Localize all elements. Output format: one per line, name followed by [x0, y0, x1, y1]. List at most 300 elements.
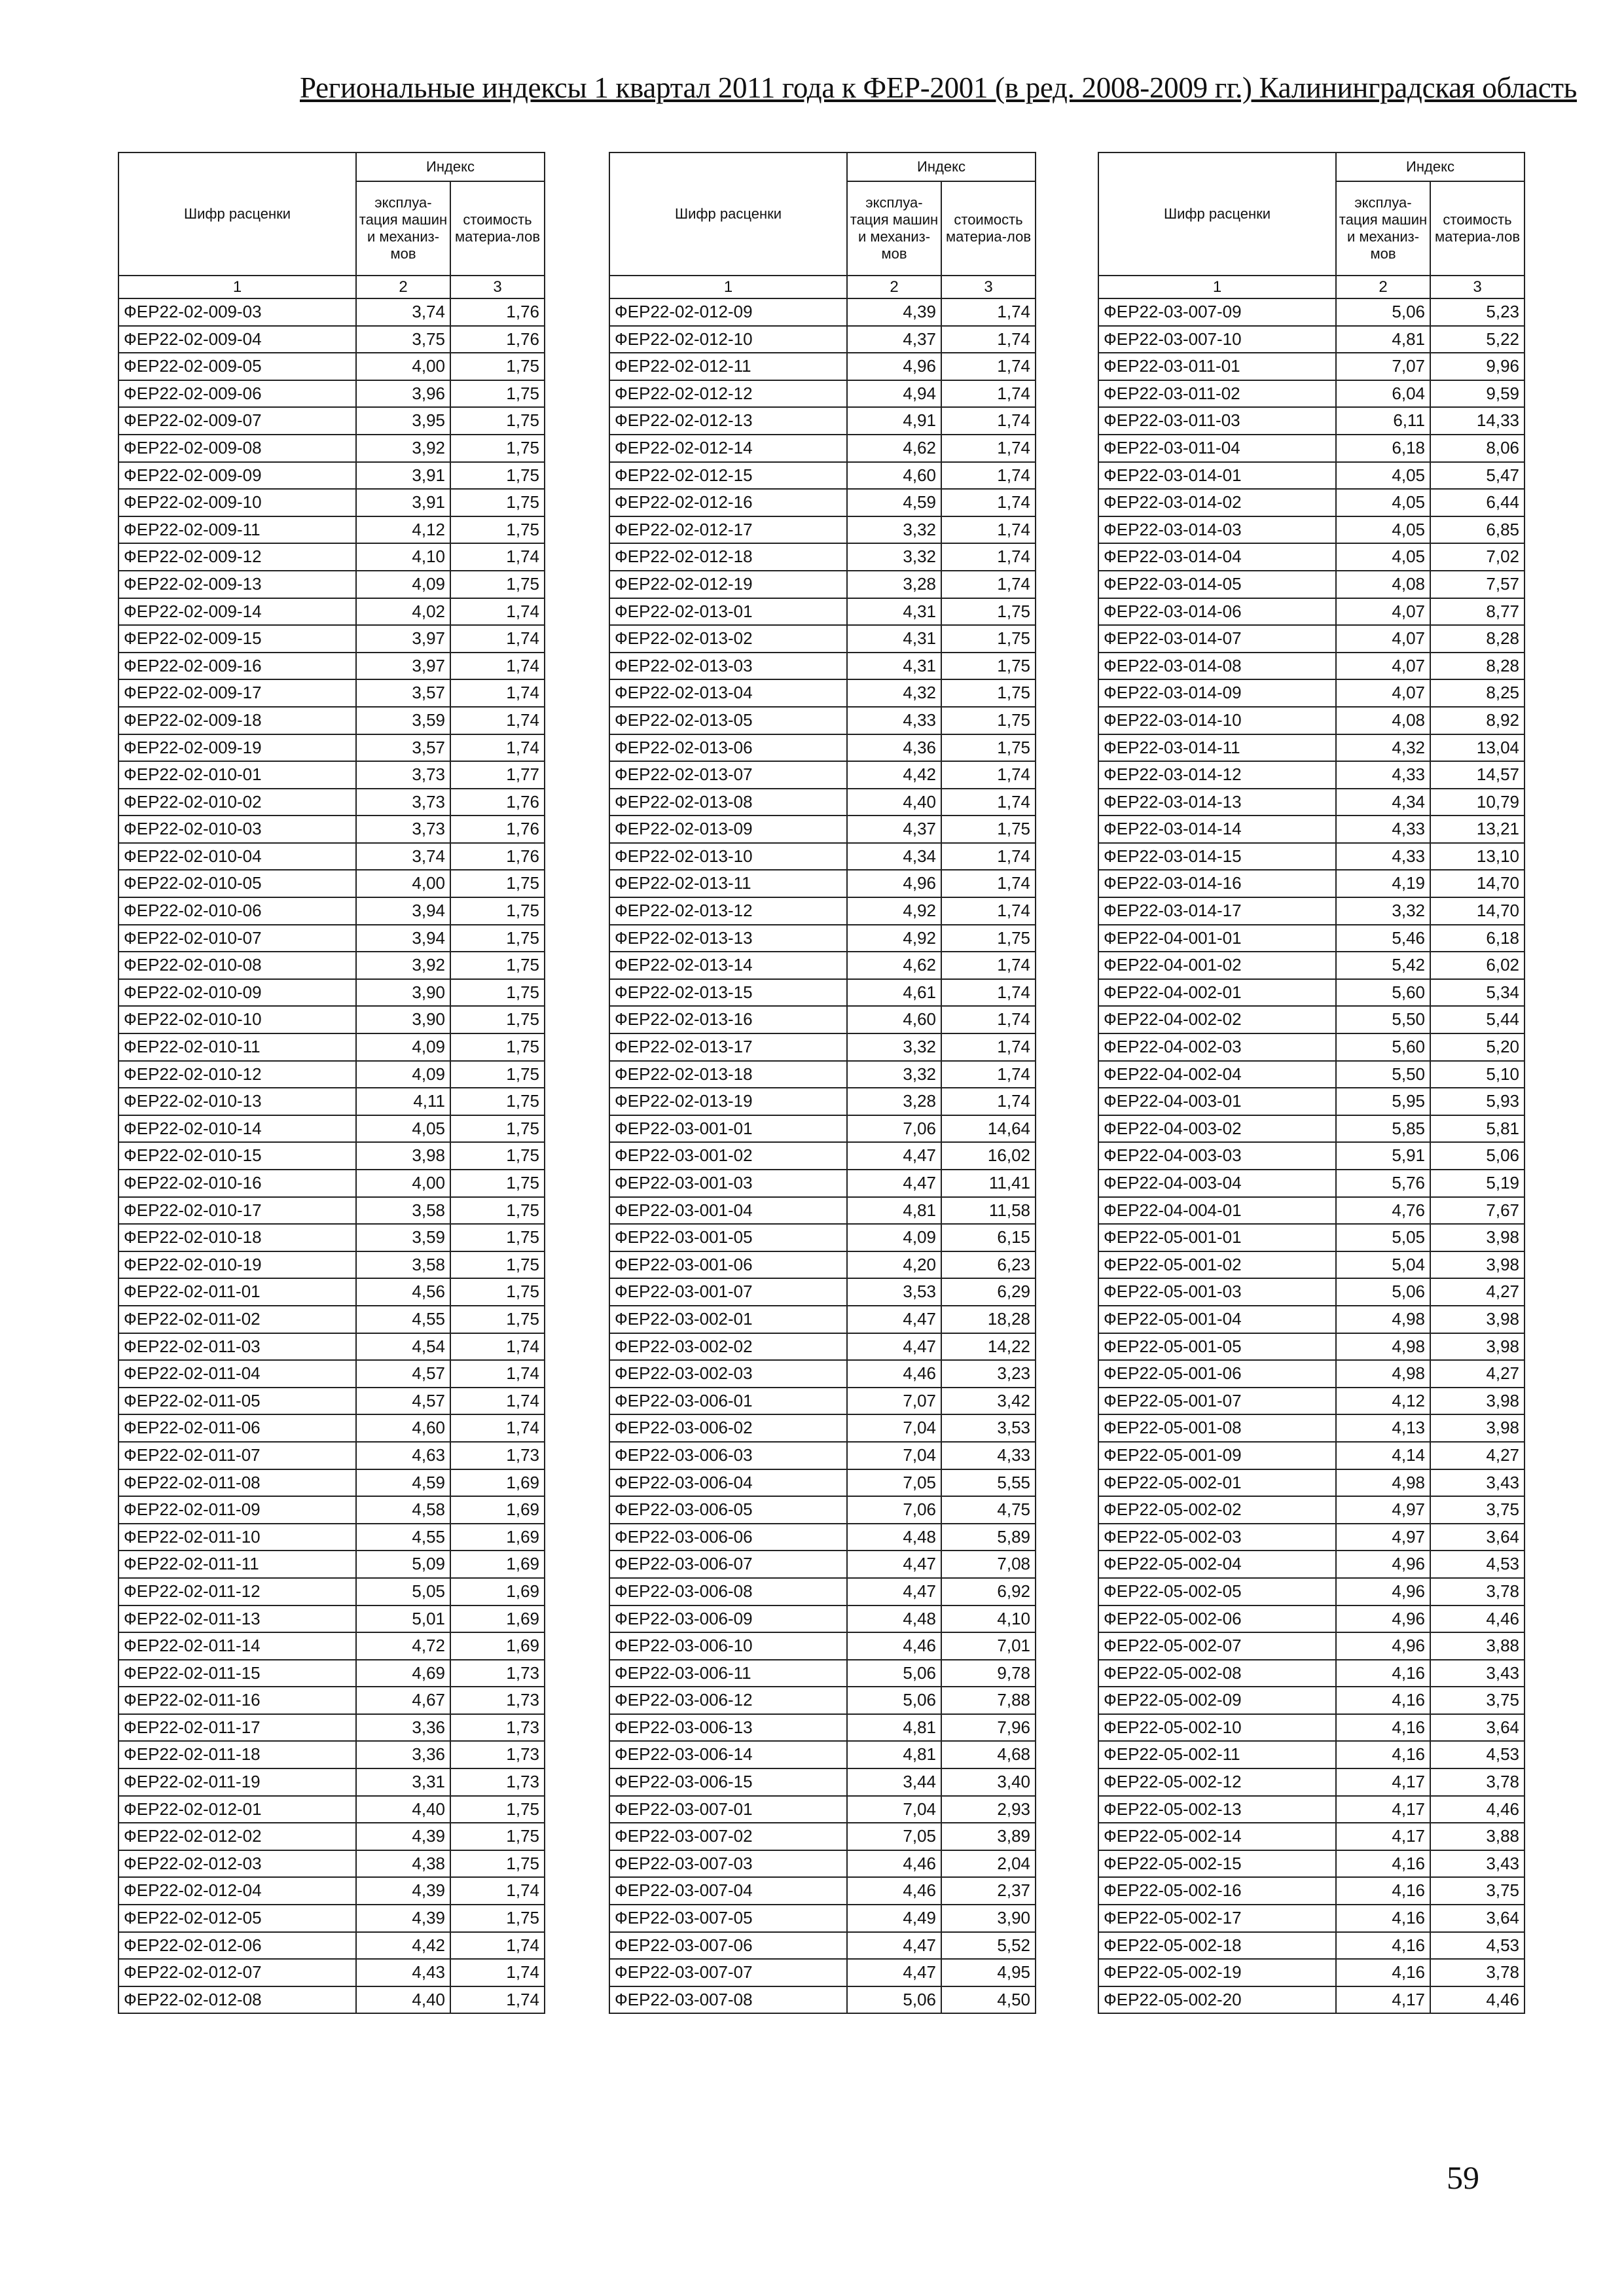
rate-code-cell: ФЕР22-05-002-11 — [1098, 1741, 1336, 1768]
machine-index-cell: 4,40 — [847, 789, 941, 816]
table-row — [609, 1442, 1036, 1469]
table-row — [1098, 326, 1525, 353]
table-row — [118, 353, 545, 380]
materials-index-cell: 1,74 — [450, 598, 545, 626]
rate-code-cell: ФЕР22-02-013-07 — [609, 761, 847, 789]
materials-index-cell: 1,74 — [450, 707, 545, 734]
rate-code-cell: ФЕР22-02-012-02 — [118, 1823, 356, 1850]
table-row — [609, 435, 1036, 462]
materials-index-cell: 4,27 — [1430, 1360, 1525, 1388]
machine-index-cell: 5,76 — [1336, 1170, 1430, 1197]
machine-index-cell: 5,05 — [1336, 1224, 1430, 1251]
rate-code-cell: ФЕР22-04-001-01 — [1098, 925, 1336, 952]
materials-index-cell: 6,92 — [941, 1578, 1036, 1605]
table-row — [609, 1959, 1036, 1986]
rate-code-cell: ФЕР22-02-012-01 — [118, 1796, 356, 1823]
materials-index-cell: 9,78 — [941, 1660, 1036, 1687]
table-row — [1098, 1768, 1525, 1796]
materials-index-cell: 4,53 — [1430, 1932, 1525, 1960]
table-row — [118, 1877, 545, 1905]
materials-index-cell: 3,78 — [1430, 1578, 1525, 1605]
machine-index-cell: 3,58 — [356, 1197, 450, 1225]
machine-index-cell: 3,53 — [847, 1278, 941, 1306]
rate-code-cell: ФЕР22-02-012-19 — [609, 571, 847, 598]
rate-code-cell: ФЕР22-02-012-08 — [118, 1986, 356, 2014]
rate-code-cell: ФЕР22-02-012-07 — [118, 1959, 356, 1986]
machine-index-cell: 4,05 — [1336, 516, 1430, 544]
machine-index-cell: 4,72 — [356, 1632, 450, 1660]
table-row — [118, 679, 545, 707]
index-table-2 — [609, 152, 1036, 2014]
rate-code-cell: ФЕР22-03-007-07 — [609, 1959, 847, 1986]
rate-code-cell: ФЕР22-03-006-02 — [609, 1414, 847, 1442]
materials-index-cell: 4,53 — [1430, 1741, 1525, 1768]
machine-index-cell: 3,32 — [1336, 897, 1430, 925]
machine-index-cell: 3,73 — [356, 789, 450, 816]
machine-index-cell: 3,95 — [356, 407, 450, 435]
materials-index-cell: 3,98 — [1430, 1388, 1525, 1415]
machine-index-cell: 4,07 — [1336, 598, 1430, 626]
machine-index-cell: 4,37 — [847, 326, 941, 353]
table-row — [1098, 571, 1525, 598]
machine-index-cell: 3,97 — [356, 653, 450, 680]
machine-index-cell: 3,28 — [847, 1088, 941, 1115]
materials-index-cell: 8,06 — [1430, 435, 1525, 462]
materials-index-cell: 5,81 — [1430, 1115, 1525, 1143]
table-row — [609, 598, 1036, 626]
table-row — [118, 1360, 545, 1388]
materials-index-cell: 1,75 — [450, 1306, 545, 1333]
rate-code-cell: ФЕР22-02-011-13 — [118, 1605, 356, 1633]
table-row — [118, 1496, 545, 1524]
materials-index-cell: 1,74 — [941, 789, 1036, 816]
materials-index-cell: 1,74 — [941, 326, 1036, 353]
table-row — [609, 1306, 1036, 1333]
rate-code-cell: ФЕР22-04-003-04 — [1098, 1170, 1336, 1197]
machine-index-cell: 5,06 — [1336, 298, 1430, 326]
machine-index-cell: 5,91 — [1336, 1142, 1430, 1170]
rate-code-cell: ФЕР22-02-009-09 — [118, 462, 356, 490]
machine-index-cell: 4,48 — [847, 1524, 941, 1551]
materials-index-cell: 7,88 — [941, 1687, 1036, 1714]
table-row — [1098, 353, 1525, 380]
machine-index-cell: 4,00 — [356, 1170, 450, 1197]
machine-index-cell: 4,61 — [847, 979, 941, 1007]
table-row — [609, 1524, 1036, 1551]
materials-index-cell: 14,70 — [1430, 897, 1525, 925]
rate-code-cell: ФЕР22-05-001-07 — [1098, 1388, 1336, 1415]
index-table-1 — [118, 152, 545, 2014]
rate-code-cell: ФЕР22-02-013-03 — [609, 653, 847, 680]
materials-index-cell: 3,98 — [1430, 1333, 1525, 1361]
machine-index-cell: 4,09 — [356, 1033, 450, 1061]
materials-index-cell: 5,52 — [941, 1932, 1036, 1960]
rate-code-cell: ФЕР22-02-013-18 — [609, 1061, 847, 1088]
rate-code-cell: ФЕР22-03-014-12 — [1098, 761, 1336, 789]
rate-code-cell: ФЕР22-02-011-19 — [118, 1768, 356, 1796]
page-title: Региональные индексы 1 квартал 2011 года к ФЕР-2001 (в ред. 2008-2009 гг.) Калининградская область — [300, 71, 1577, 104]
materials-index-cell: 5,47 — [1430, 462, 1525, 490]
materials-index-cell: 13,21 — [1430, 816, 1525, 843]
table-row — [1098, 1578, 1525, 1605]
materials-index-cell: 1,73 — [450, 1714, 545, 1742]
rate-code-cell: ФЕР22-02-011-04 — [118, 1360, 356, 1388]
machine-index-cell: 4,40 — [356, 1986, 450, 2014]
machine-index-cell: 4,10 — [356, 543, 450, 571]
header-materials-cost: стоимость материа-лов — [450, 181, 545, 276]
table-row — [118, 1006, 545, 1033]
machine-index-cell: 4,57 — [356, 1388, 450, 1415]
table-row — [1098, 625, 1525, 653]
machine-index-cell: 4,81 — [847, 1714, 941, 1742]
machine-index-cell: 4,00 — [356, 353, 450, 380]
header-machine-operation: эксплуа-тация машин и механиз-мов — [847, 181, 941, 276]
machine-index-cell: 4,05 — [356, 1115, 450, 1143]
machine-index-cell: 3,58 — [356, 1251, 450, 1279]
rate-code-cell: ФЕР22-02-010-16 — [118, 1170, 356, 1197]
machine-index-cell: 4,46 — [847, 1632, 941, 1660]
table-row — [1098, 1496, 1525, 1524]
rate-code-cell: ФЕР22-02-012-03 — [118, 1850, 356, 1878]
rate-code-cell: ФЕР22-05-002-17 — [1098, 1905, 1336, 1932]
materials-index-cell: 7,01 — [941, 1632, 1036, 1660]
machine-index-cell: 3,59 — [356, 1224, 450, 1251]
table-row — [1098, 897, 1525, 925]
rate-code-cell: ФЕР22-02-012-16 — [609, 489, 847, 516]
table-row — [609, 1714, 1036, 1742]
rate-code-cell: ФЕР22-02-013-13 — [609, 925, 847, 952]
materials-index-cell: 1,75 — [450, 1278, 545, 1306]
rate-code-cell: ФЕР22-02-009-18 — [118, 707, 356, 734]
materials-index-cell: 3,88 — [1430, 1632, 1525, 1660]
materials-index-cell: 3,98 — [1430, 1224, 1525, 1251]
table-row — [1098, 1006, 1525, 1033]
machine-index-cell: 5,01 — [356, 1605, 450, 1633]
materials-index-cell: 3,75 — [1430, 1877, 1525, 1905]
table-row — [118, 1414, 545, 1442]
machine-index-cell: 4,07 — [1336, 679, 1430, 707]
machine-index-cell: 4,47 — [847, 1932, 941, 1960]
rate-code-cell: ФЕР22-05-002-01 — [1098, 1469, 1336, 1497]
materials-index-cell: 1,74 — [450, 653, 545, 680]
materials-index-cell: 1,76 — [450, 789, 545, 816]
materials-index-cell: 4,46 — [1430, 1605, 1525, 1633]
machine-index-cell: 7,07 — [1336, 353, 1430, 380]
table-row — [609, 1605, 1036, 1633]
machine-index-cell: 4,33 — [1336, 816, 1430, 843]
rate-code-cell: ФЕР22-02-013-12 — [609, 897, 847, 925]
materials-index-cell: 1,75 — [941, 734, 1036, 762]
rate-code-cell: ФЕР22-05-002-15 — [1098, 1850, 1336, 1878]
materials-index-cell: 1,75 — [450, 1850, 545, 1878]
machine-index-cell: 5,50 — [1336, 1061, 1430, 1088]
machine-index-cell: 4,98 — [1336, 1469, 1430, 1497]
rate-code-cell: ФЕР22-02-010-11 — [118, 1033, 356, 1061]
machine-index-cell: 4,14 — [1336, 1442, 1430, 1469]
materials-index-cell: 1,74 — [450, 543, 545, 571]
machine-index-cell: 4,63 — [356, 1442, 450, 1469]
table-row — [118, 1197, 545, 1225]
table-row — [609, 1551, 1036, 1578]
materials-index-cell: 1,75 — [450, 1905, 545, 1932]
materials-index-cell: 7,57 — [1430, 571, 1525, 598]
rate-code-cell: ФЕР22-02-010-02 — [118, 789, 356, 816]
machine-index-cell: 4,08 — [1336, 571, 1430, 598]
rate-code-cell: ФЕР22-02-013-19 — [609, 1088, 847, 1115]
rate-code-cell: ФЕР22-02-009-14 — [118, 598, 356, 626]
rate-code-cell: ФЕР22-02-010-08 — [118, 952, 356, 979]
table-row — [118, 1986, 545, 2014]
table-row — [118, 761, 545, 789]
table-row — [118, 435, 545, 462]
rate-code-cell: ФЕР22-02-009-12 — [118, 543, 356, 571]
machine-index-cell: 4,07 — [1336, 653, 1430, 680]
header-machine-operation: эксплуа-тация машин и механиз-мов — [1336, 181, 1430, 276]
rate-code-cell: ФЕР22-02-011-12 — [118, 1578, 356, 1605]
rate-code-cell: ФЕР22-03-014-09 — [1098, 679, 1336, 707]
materials-index-cell: 1,73 — [450, 1768, 545, 1796]
machine-index-cell: 4,37 — [847, 816, 941, 843]
materials-index-cell: 1,74 — [941, 407, 1036, 435]
materials-index-cell: 2,93 — [941, 1796, 1036, 1823]
table-row — [1098, 380, 1525, 408]
rate-code-cell: ФЕР22-03-001-01 — [609, 1115, 847, 1143]
materials-index-cell: 5,22 — [1430, 326, 1525, 353]
table-row — [1098, 1414, 1525, 1442]
table-row — [118, 1469, 545, 1497]
rate-code-cell: ФЕР22-03-006-01 — [609, 1388, 847, 1415]
table-row — [118, 870, 545, 897]
materials-index-cell: 1,74 — [941, 435, 1036, 462]
machine-index-cell: 3,57 — [356, 679, 450, 707]
table-row — [118, 1932, 545, 1960]
table-row — [1098, 1905, 1525, 1932]
table-row — [1098, 1741, 1525, 1768]
machine-index-cell: 4,16 — [1336, 1687, 1430, 1714]
rate-code-cell: ФЕР22-03-002-02 — [609, 1333, 847, 1361]
machine-index-cell: 4,47 — [847, 1551, 941, 1578]
materials-index-cell: 1,73 — [450, 1687, 545, 1714]
rate-code-cell: ФЕР22-02-010-19 — [118, 1251, 356, 1279]
materials-index-cell: 1,74 — [450, 679, 545, 707]
materials-index-cell: 3,75 — [1430, 1687, 1525, 1714]
machine-index-cell: 4,00 — [356, 870, 450, 897]
table-row — [1098, 1687, 1525, 1714]
table-row — [118, 1224, 545, 1251]
table-row — [609, 1278, 1036, 1306]
table-row — [1098, 407, 1525, 435]
table-row — [609, 1333, 1036, 1361]
materials-index-cell: 3,98 — [1430, 1414, 1525, 1442]
rate-code-cell: ФЕР22-03-007-06 — [609, 1932, 847, 1960]
table-row — [1098, 598, 1525, 626]
header-number-3: 3 — [941, 276, 1036, 298]
rate-code-cell: ФЕР22-02-009-16 — [118, 653, 356, 680]
table-row — [609, 734, 1036, 762]
rate-code-cell: ФЕР22-02-010-14 — [118, 1115, 356, 1143]
materials-index-cell: 1,74 — [450, 625, 545, 653]
rate-code-cell: ФЕР22-03-014-08 — [1098, 653, 1336, 680]
header-materials-cost: стоимость материа-лов — [1430, 181, 1525, 276]
table-row — [609, 326, 1036, 353]
table-row — [609, 870, 1036, 897]
materials-index-cell: 1,74 — [941, 761, 1036, 789]
machine-index-cell: 4,42 — [356, 1932, 450, 1960]
machine-index-cell: 3,59 — [356, 707, 450, 734]
table-row — [1098, 1986, 1525, 2014]
rate-code-cell: ФЕР22-03-014-16 — [1098, 870, 1336, 897]
machine-index-cell: 4,58 — [356, 1496, 450, 1524]
machine-index-cell: 5,09 — [356, 1551, 450, 1578]
rate-code-cell: ФЕР22-03-014-05 — [1098, 571, 1336, 598]
table-row — [118, 1796, 545, 1823]
table-row — [609, 1142, 1036, 1170]
table-row — [118, 952, 545, 979]
table-row — [118, 707, 545, 734]
machine-index-cell: 5,50 — [1336, 1006, 1430, 1033]
machine-index-cell: 4,12 — [356, 516, 450, 544]
machine-index-cell: 4,55 — [356, 1306, 450, 1333]
rate-code-cell: ФЕР22-02-012-18 — [609, 543, 847, 571]
rate-code-cell: ФЕР22-03-006-10 — [609, 1632, 847, 1660]
table-row — [1098, 789, 1525, 816]
machine-index-cell: 7,07 — [847, 1388, 941, 1415]
rate-code-cell: ФЕР22-02-011-02 — [118, 1306, 356, 1333]
materials-index-cell: 4,53 — [1430, 1551, 1525, 1578]
rate-code-cell: ФЕР22-03-014-07 — [1098, 625, 1336, 653]
machine-index-cell: 3,94 — [356, 897, 450, 925]
materials-index-cell: 13,04 — [1430, 734, 1525, 762]
machine-index-cell: 4,32 — [847, 679, 941, 707]
table-row — [118, 1741, 545, 1768]
materials-index-cell: 4,33 — [941, 1442, 1036, 1469]
header-index-group: Индекс — [847, 152, 1036, 181]
materials-index-cell: 1,73 — [450, 1442, 545, 1469]
table-row — [609, 1414, 1036, 1442]
table-row — [1098, 653, 1525, 680]
table-row — [1098, 1796, 1525, 1823]
table-row — [1098, 1170, 1525, 1197]
materials-index-cell: 1,69 — [450, 1551, 545, 1578]
materials-index-cell: 3,64 — [1430, 1524, 1525, 1551]
header-number-1: 1 — [118, 276, 356, 298]
table-row — [1098, 816, 1525, 843]
table-row — [1098, 462, 1525, 490]
machine-index-cell: 4,96 — [847, 353, 941, 380]
machine-index-cell: 3,32 — [847, 516, 941, 544]
materials-index-cell: 2,04 — [941, 1850, 1036, 1878]
materials-index-cell: 1,74 — [450, 1360, 545, 1388]
table-row — [1098, 1850, 1525, 1878]
machine-index-cell: 4,11 — [356, 1088, 450, 1115]
table-row — [609, 816, 1036, 843]
rate-code-cell: ФЕР22-02-009-10 — [118, 489, 356, 516]
header-machine-operation: эксплуа-тация машин и механиз-мов — [356, 181, 450, 276]
table-row — [609, 1388, 1036, 1415]
materials-index-cell: 4,50 — [941, 1986, 1036, 2014]
rate-code-cell: ФЕР22-02-013-01 — [609, 598, 847, 626]
table-row — [118, 1278, 545, 1306]
rate-code-cell: ФЕР22-03-007-08 — [609, 1986, 847, 2014]
header-number-1: 1 — [1098, 276, 1336, 298]
rate-code-cell: ФЕР22-02-009-11 — [118, 516, 356, 544]
rate-code-cell: ФЕР22-02-011-10 — [118, 1524, 356, 1551]
table-row — [118, 1551, 545, 1578]
rate-code-cell: ФЕР22-05-002-19 — [1098, 1959, 1336, 1986]
machine-index-cell: 3,36 — [356, 1714, 450, 1742]
materials-index-cell: 5,55 — [941, 1469, 1036, 1497]
materials-index-cell: 11,58 — [941, 1197, 1036, 1225]
rate-code-cell: ФЕР22-04-003-03 — [1098, 1142, 1336, 1170]
materials-index-cell: 7,67 — [1430, 1197, 1525, 1225]
rate-code-cell: ФЕР22-04-004-01 — [1098, 1197, 1336, 1225]
rate-code-cell: ФЕР22-04-002-04 — [1098, 1061, 1336, 1088]
machine-index-cell: 4,39 — [356, 1877, 450, 1905]
materials-index-cell: 8,92 — [1430, 707, 1525, 734]
rate-code-cell: ФЕР22-02-010-10 — [118, 1006, 356, 1033]
table-row — [609, 625, 1036, 653]
materials-index-cell: 8,28 — [1430, 625, 1525, 653]
table-row — [1098, 1823, 1525, 1850]
machine-index-cell: 5,06 — [847, 1660, 941, 1687]
table-row — [1098, 298, 1525, 326]
machine-index-cell: 4,59 — [847, 489, 941, 516]
materials-index-cell: 1,75 — [450, 979, 545, 1007]
table-row — [118, 1061, 545, 1088]
table-row — [609, 380, 1036, 408]
rate-code-cell: ФЕР22-03-006-14 — [609, 1741, 847, 1768]
materials-index-cell: 6,44 — [1430, 489, 1525, 516]
table-row — [118, 298, 545, 326]
machine-index-cell: 4,98 — [1336, 1306, 1430, 1333]
machine-index-cell: 4,81 — [1336, 326, 1430, 353]
rate-code-cell: ФЕР22-02-012-04 — [118, 1877, 356, 1905]
rate-code-cell: ФЕР22-03-007-05 — [609, 1905, 847, 1932]
machine-index-cell: 7,04 — [847, 1414, 941, 1442]
machine-index-cell: 4,07 — [1336, 625, 1430, 653]
rate-code-cell: ФЕР22-02-011-05 — [118, 1388, 356, 1415]
materials-index-cell: 4,46 — [1430, 1986, 1525, 2014]
materials-index-cell: 1,74 — [450, 1932, 545, 1960]
machine-index-cell: 4,16 — [1336, 1741, 1430, 1768]
machine-index-cell: 4,56 — [356, 1278, 450, 1306]
table-row — [1098, 843, 1525, 870]
table-row — [609, 516, 1036, 544]
rate-code-cell: ФЕР22-03-006-15 — [609, 1768, 847, 1796]
machine-index-cell: 4,81 — [847, 1197, 941, 1225]
machine-index-cell: 3,32 — [847, 1061, 941, 1088]
machine-index-cell: 4,46 — [847, 1360, 941, 1388]
machine-index-cell: 4,97 — [1336, 1496, 1430, 1524]
machine-index-cell: 4,55 — [356, 1524, 450, 1551]
rate-code-cell: ФЕР22-02-013-08 — [609, 789, 847, 816]
table-row — [609, 1115, 1036, 1143]
rate-code-cell: ФЕР22-05-002-05 — [1098, 1578, 1336, 1605]
machine-index-cell: 5,60 — [1336, 979, 1430, 1007]
machine-index-cell: 5,85 — [1336, 1115, 1430, 1143]
table-row — [609, 1877, 1036, 1905]
machine-index-cell: 4,17 — [1336, 1796, 1430, 1823]
materials-index-cell: 1,77 — [450, 761, 545, 789]
machine-index-cell: 4,33 — [1336, 843, 1430, 870]
materials-index-cell: 1,74 — [450, 1414, 545, 1442]
materials-index-cell: 1,74 — [941, 952, 1036, 979]
materials-index-cell: 1,75 — [450, 925, 545, 952]
materials-index-cell: 1,75 — [941, 925, 1036, 952]
machine-index-cell: 4,97 — [1336, 1524, 1430, 1551]
table-row — [609, 979, 1036, 1007]
table-row — [1098, 435, 1525, 462]
